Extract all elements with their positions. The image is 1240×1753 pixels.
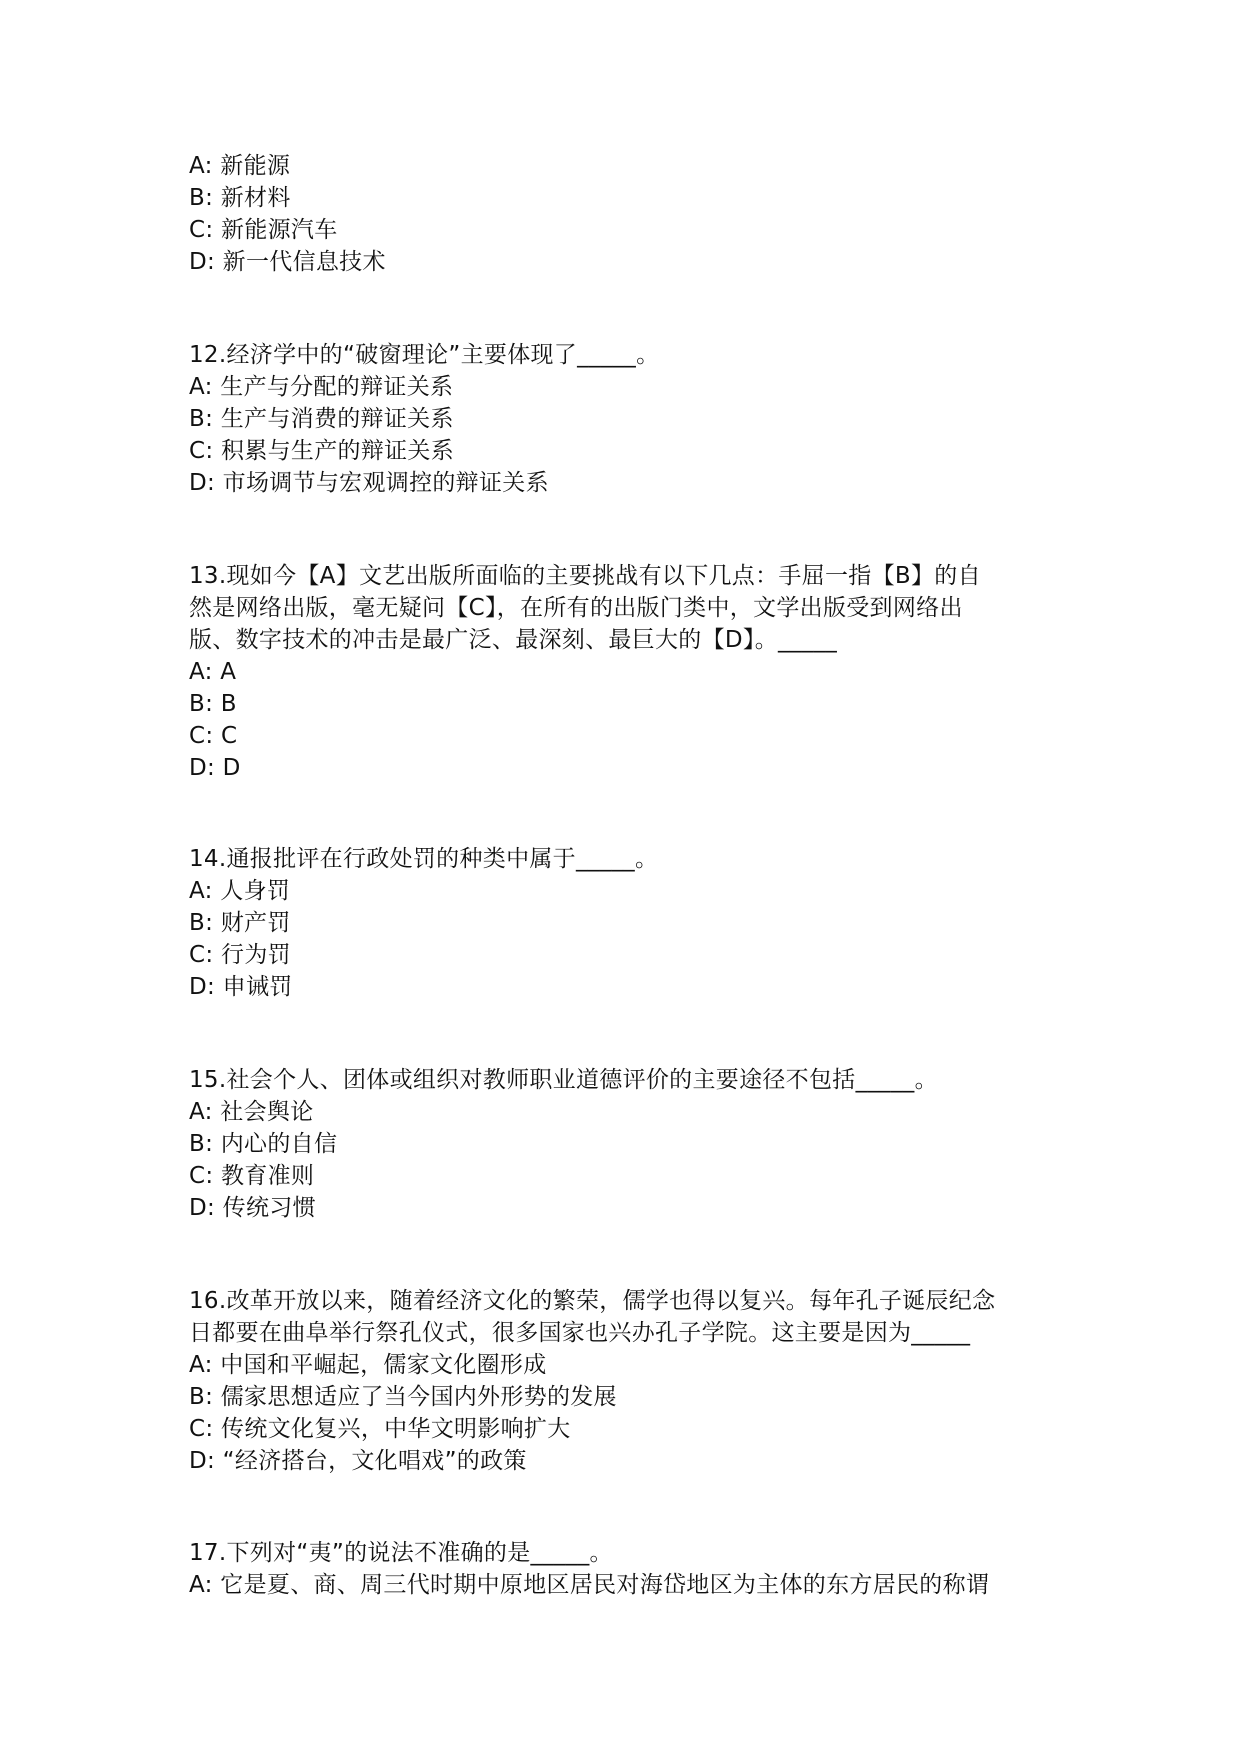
q12-question: 12.经济学中的“破窗理论”主要体现了_____。	[189, 342, 660, 368]
q11-option-b: B: 新材料	[189, 185, 291, 211]
q17-question: 17.下列对“夷”的说法不准确的是_____。	[189, 1540, 613, 1566]
q15-option-c: C: 教育准则	[189, 1163, 315, 1189]
q13-option-d: D: D	[189, 755, 241, 781]
q11-option-a: A: 新能源	[189, 153, 291, 179]
q11-option-c: C: 新能源汽车	[189, 217, 338, 243]
q15-question: 15.社会个人、团体或组织对教师职业道德评价的主要途径不包括_____。	[189, 1067, 938, 1093]
q12-option-c: C: 积累与生产的辩证关系	[189, 438, 455, 464]
q14-question: 14.通报批评在行政处罚的种类中属于_____。	[189, 846, 659, 872]
q16-option-a: A: 中国和平崛起，儒家文化圈形成	[189, 1352, 547, 1378]
q14-option-a: A: 人身罚	[189, 878, 291, 904]
q15-option-a: A: 社会舆论	[189, 1099, 314, 1125]
q12-option-b: B: 生产与消费的辩证关系	[189, 406, 454, 432]
q16-option-d: D: “经济搭台，文化唱戏”的政策	[189, 1448, 527, 1474]
q13-option-b: B: B	[189, 691, 237, 717]
q12-option-a: A: 生产与分配的辩证关系	[189, 374, 454, 400]
q13-question-line-3: 版、数字技术的冲击是最广泛、最深刻、最巨大的【D】。_____	[189, 627, 838, 653]
q11-option-d: D: 新一代信息技术	[189, 249, 386, 275]
q13-question-line-2: 然是网络出版，毫无疑问【C】，在所有的出版门类中，文学出版受到网络出	[189, 595, 963, 621]
q14-option-b: B: 财产罚	[189, 910, 291, 936]
q16-option-c: C: 传统文化复兴，中华文明影响扩大	[189, 1416, 571, 1442]
q13-option-a: A: A	[189, 659, 237, 685]
q14-option-d: D: 申诫罚	[189, 974, 293, 1000]
q17-option-a: A: 它是夏、商、周三代时期中原地区居民对海岱地区为主体的东方居民的称谓	[189, 1572, 990, 1598]
q14-option-c: C: 行为罚	[189, 942, 291, 968]
q15-option-d: D: 传统习惯	[189, 1195, 316, 1221]
q16-question-line-2: 日都要在曲阜举行祭孔仪式，很多国家也兴办孔子学院。这主要是因为_____	[189, 1320, 971, 1346]
q16-option-b: B: 儒家思想适应了当今国内外形势的发展	[189, 1384, 617, 1410]
q12-option-d: D: 市场调节与宏观调控的辩证关系	[189, 470, 549, 496]
q13-question-line-1: 13.现如今【A】文艺出版所面临的主要挑战有以下几点：手屈一指【B】的自	[189, 563, 981, 589]
q13-option-c: C: C	[189, 723, 238, 749]
q16-question-line-1: 16.改革开放以来，随着经济文化的繁荣，儒学也得以复兴。每年孔子诞辰纪念	[189, 1288, 996, 1314]
q15-option-b: B: 内心的自信	[189, 1131, 338, 1157]
